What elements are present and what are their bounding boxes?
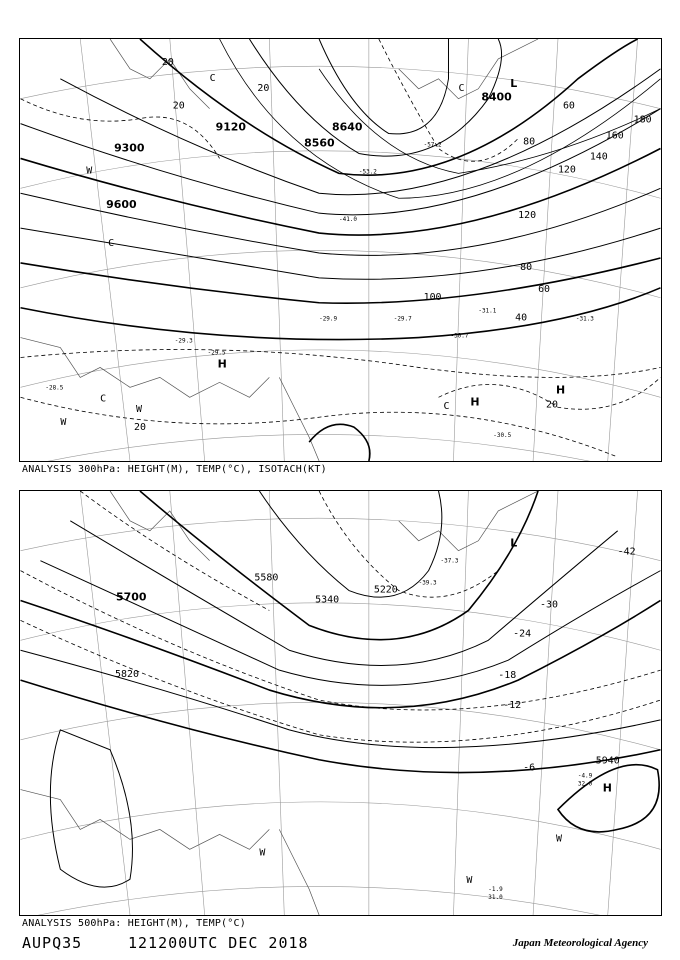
map-panel-500hpa	[19, 490, 662, 916]
high-pressure-marker: H	[470, 395, 480, 409]
temperature-labels	[498, 547, 635, 774]
isotach-label: 180	[633, 114, 652, 126]
height-label: 8640	[332, 120, 363, 134]
low-pressure-marker: L	[510, 536, 518, 550]
temperature-label: -30	[540, 599, 559, 611]
warm-marker: W	[60, 417, 67, 429]
height-label: 5580	[254, 572, 279, 584]
temperature-label: -29.7	[393, 315, 412, 323]
warm-marker: W	[259, 847, 266, 859]
isotach-label: 80	[523, 136, 536, 148]
observation-label: -1.9	[488, 886, 503, 894]
warm-marker: W	[555, 833, 562, 845]
map-panel-300hpa	[19, 38, 662, 462]
temperature-label: -18	[498, 670, 517, 682]
temperature-label: -30.5	[493, 432, 512, 440]
height-label: 5220	[373, 584, 398, 596]
temperature-label: -41.0	[339, 216, 357, 224]
temperature-label: -12	[503, 699, 522, 711]
height-label: 5700	[116, 590, 147, 604]
height-label: 9300	[114, 141, 145, 155]
coastlines	[21, 39, 539, 461]
temperature-label: -30.7	[450, 332, 469, 340]
temperature-label: -29.5	[207, 349, 226, 357]
isotach-contours	[220, 39, 661, 198]
observation-label: -4.9	[577, 772, 593, 780]
chart-code: AUPQ35	[22, 934, 83, 952]
isotach-label: 60	[562, 100, 575, 112]
isotach-label: 20	[172, 100, 185, 112]
map-500hpa-chart	[20, 491, 661, 915]
temperature-label: -31.3	[575, 315, 594, 323]
isotach-label: 160	[605, 130, 624, 142]
temperature-label: -24	[513, 628, 532, 640]
temperature-labels	[45, 141, 594, 439]
isotach-label: 20	[133, 422, 146, 434]
height-label: 5820	[115, 669, 140, 681]
isotach-labels	[134, 57, 652, 433]
height-label: 9600	[106, 198, 137, 212]
height-label: 8560	[304, 136, 335, 150]
panel-500-caption: ANALYSIS 500hPa: HEIGHT(M), TEMP(°C)	[22, 918, 246, 929]
panel-300-caption: ANALYSIS 300hPa: HEIGHT(M), TEMP(°C), ISOTACH(KT)	[22, 464, 327, 475]
isotach-label: 20	[161, 56, 174, 68]
isotach-label: 20	[257, 82, 270, 94]
observation-label: 32.0	[577, 780, 593, 788]
height-label: 8400	[481, 90, 512, 104]
warm-marker: W	[135, 404, 142, 416]
temperature-label: -53.2	[358, 168, 377, 176]
isotach-label: 100	[423, 291, 442, 303]
height-label: 9120	[215, 120, 247, 134]
isotach-label: 60	[538, 283, 551, 295]
cold-marker: C	[100, 393, 107, 405]
cold-marker: C	[443, 401, 450, 413]
temperature-label: -6	[523, 762, 536, 774]
high-pressure-marker: H	[602, 781, 612, 795]
high-pressure-marker: H	[555, 383, 566, 397]
temperature-label: -28.5	[45, 384, 64, 392]
high-pressure-marker: H	[217, 357, 227, 371]
isotach-label: 20	[546, 399, 558, 411]
isotach-label: 140	[589, 151, 608, 163]
map-300hpa-chart	[20, 39, 661, 461]
isotach-label: 120	[557, 164, 576, 176]
observation-label: 31.0	[488, 894, 503, 902]
temperature-label: -57.2	[423, 141, 442, 149]
height-label: 5340	[315, 594, 340, 606]
warm-marker: W	[86, 165, 93, 177]
low-pressure-marker: L	[510, 76, 518, 90]
isotach-label: 120	[518, 210, 537, 222]
height-contours	[21, 491, 661, 887]
cold-marker: C	[108, 238, 115, 250]
warm-marker: W	[466, 875, 473, 887]
isotach-label: 80	[520, 261, 533, 273]
temperature-label: -29.9	[319, 315, 338, 323]
temperature-label: -42	[617, 546, 636, 558]
analysis-datetime: 121200UTC DEC 2018	[128, 934, 309, 952]
observation-label: -37.3	[440, 557, 459, 565]
cold-marker: C	[209, 72, 216, 84]
height-label: 5940	[595, 755, 620, 767]
isotach-label: 40	[515, 312, 528, 324]
latlon-grid	[21, 491, 661, 915]
temperature-label: -29.3	[174, 337, 193, 345]
cold-marker: C	[458, 82, 465, 94]
temperature-label: -31.1	[478, 307, 497, 315]
agency-credit: Japan Meteorological Agency	[512, 937, 648, 949]
pressure-markers	[259, 537, 612, 886]
observation-label: -39.3	[418, 579, 437, 587]
